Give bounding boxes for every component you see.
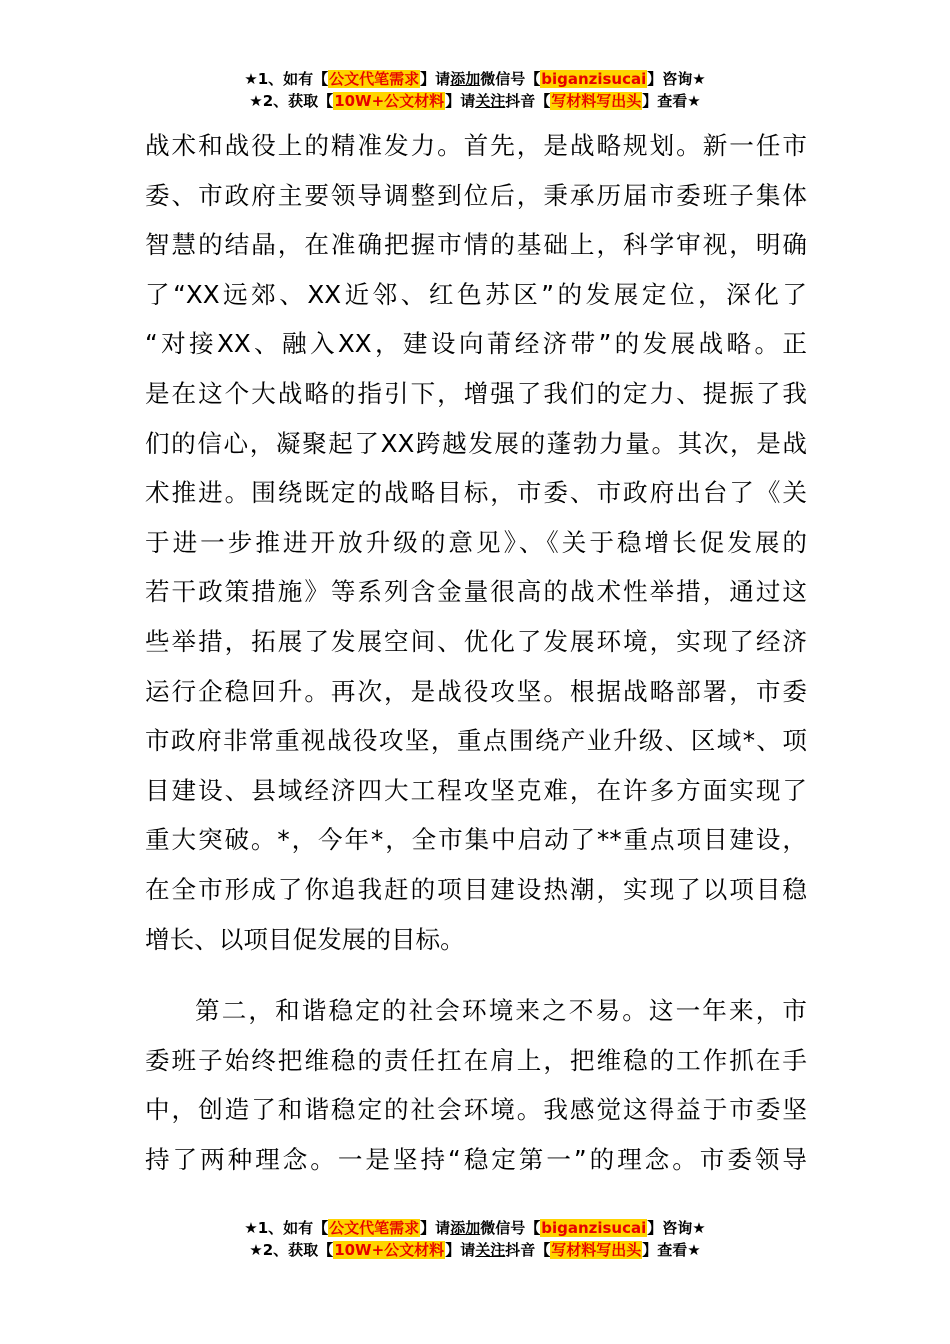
paragraph-2 [145, 986, 807, 1184]
promo-text: 抖音【 [505, 92, 551, 110]
document-body [145, 121, 807, 1184]
text-line: 智慧的结晶，在准确把握市情的基础上，科学审视，明确 [145, 230, 807, 260]
promo-highlight: 公文代笔需求 [329, 70, 420, 88]
promo-text: 】查看★ [642, 92, 701, 110]
promo-highlight: 10W+公文材料 [334, 92, 445, 110]
text-line: 第二，和谐稳定的社会环境来之不易。这一年来，市 [195, 996, 807, 1026]
promo-text: 抖音【 [505, 1241, 551, 1259]
promo-highlight: 10W+公文材料 [334, 1241, 445, 1259]
text-line: 于进一步推进开放升级的意见》、《关于稳增长促发展的 [145, 527, 807, 557]
text-line: 中，创造了和谐稳定的社会环境。我感觉这得益于市委坚 [145, 1095, 807, 1125]
promo-text: ★2、获取【 [249, 1241, 334, 1259]
text-line: 运行企稳回升。再次，是战役攻坚。根据战略部署，市委 [145, 676, 807, 706]
text-line: 增长、以项目促发展的目标。 [145, 924, 465, 954]
text-line: 持了两种理念。一是坚持“稳定第一”的理念。市委领导 [145, 1144, 807, 1174]
paragraph-1 [145, 121, 807, 964]
footer-promo-banner [0, 1217, 950, 1261]
footer-promo-line-2 [0, 1239, 950, 1261]
text-line: 在全市形成了你追我赶的项目建设热潮，实现了以项目稳 [145, 874, 807, 904]
text-line: 些举措，拓展了发展空间、优化了发展环境，实现了经济 [145, 626, 807, 656]
text-line: “对接XX、融入XX，建设向莆经济带”的发展战略。正 [145, 329, 807, 359]
text-line: 市政府非常重视战役攻坚，重点围绕产业升级、区域*、项 [145, 726, 807, 756]
text-line: 了“XX远郊、XX近邻、红色苏区”的发展定位，深化了 [145, 279, 807, 309]
text-line: 们的信心，凝聚起了XX跨越发展的蓬勃力量。其次，是战 [145, 428, 807, 458]
promo-highlight: biganzisucai [541, 1219, 647, 1237]
promo-text: 】请 [420, 70, 451, 88]
header-promo-line-2 [0, 90, 950, 112]
text-line: 目建设、县域经济四大工程攻坚克难，在许多方面实现了 [145, 775, 807, 805]
text-line: 战术和战役上的精准发力。首先，是战略规划。新一任市 [145, 131, 807, 160]
promo-text: 】请 [420, 1219, 451, 1237]
text-line: 是在这个大战略的指引下，增强了我们的定力、提振了我 [145, 378, 807, 408]
promo-underline: 添加 [450, 1219, 481, 1237]
promo-text: ★2、获取【 [249, 92, 334, 110]
promo-text: 】咨询★ [647, 70, 706, 88]
promo-text: 微信号【 [480, 70, 541, 88]
text-line: 术推进。围绕既定的战略目标，市委、市政府出台了《关 [145, 478, 807, 508]
promo-text: 】请 [445, 1241, 476, 1259]
text-line: 委班子始终把维稳的责任扛在肩上，把维稳的工作抓在手 [145, 1045, 807, 1075]
promo-underline: 添加 [450, 70, 481, 88]
header-promo-banner [0, 68, 950, 112]
promo-text: 】请 [445, 92, 476, 110]
text-line: 委、市政府主要领导调整到位后，秉承历届市委班子集体 [145, 180, 807, 210]
text-line: 重大突破。*，今年*，全市集中启动了**重点项目建设， [145, 825, 807, 855]
promo-text: 】咨询★ [647, 1219, 706, 1237]
text-line: 若干政策措施》等系列含金量很高的战术性举措，通过这 [145, 577, 807, 607]
footer-promo-line-1 [0, 1217, 950, 1239]
promo-text: ★1、如有【 [244, 70, 329, 88]
promo-text: 微信号【 [480, 1219, 541, 1237]
promo-highlight: 写材料写出头 [551, 1241, 642, 1259]
promo-text: 】查看★ [642, 1241, 701, 1259]
promo-underline: 关注 [475, 1241, 506, 1259]
promo-highlight: 写材料写出头 [551, 92, 642, 110]
promo-highlight: biganzisucai [541, 70, 647, 88]
promo-text: ★1、如有【 [244, 1219, 329, 1237]
promo-highlight: 公文代笔需求 [329, 1219, 420, 1237]
promo-underline: 关注 [475, 92, 506, 110]
paragraph-spacer [145, 964, 807, 986]
header-promo-line-1 [0, 68, 950, 90]
